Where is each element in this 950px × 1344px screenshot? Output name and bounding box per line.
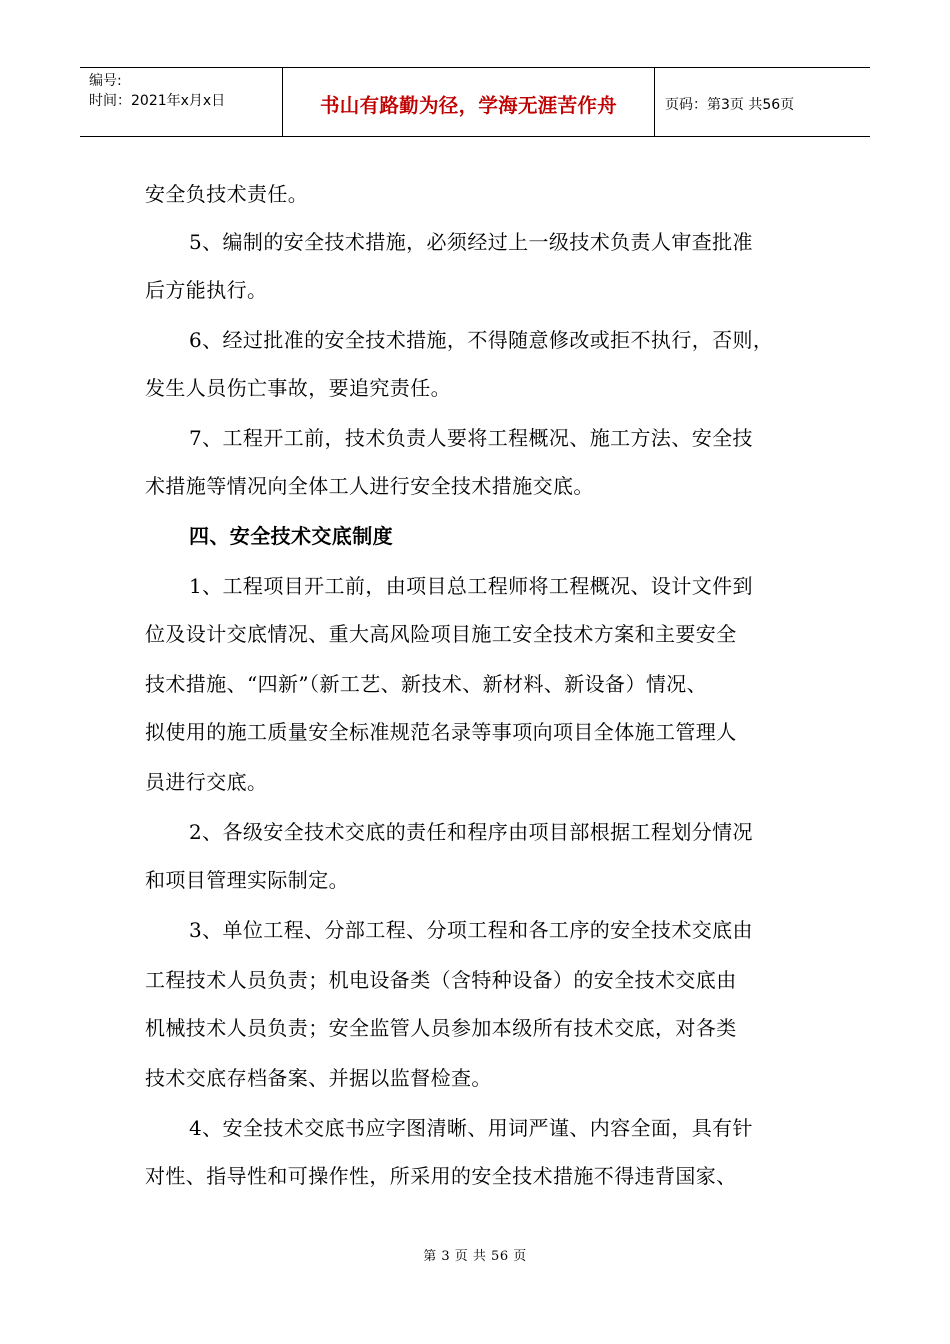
paragraph-line: 安全负技术责任。 — [145, 182, 309, 206]
paragraph-line: 和项目管理实际制定。 — [145, 868, 349, 892]
header-page-cell — [655, 68, 870, 136]
paragraph-line: 机械技术人员负责；安全监管人员参加本级所有技术交底，对各类 — [145, 1016, 737, 1040]
paragraph-line: 后方能执行。 — [145, 278, 268, 302]
paragraph-line: 4、安全技术交底书应字图清晰、用词严谨、内容全面，具有针 — [189, 1116, 753, 1140]
paragraph-line: 3、单位工程、分部工程、分项工程和各工序的安全技术交底由 — [189, 918, 753, 942]
section-heading: 四、安全技术交底制度 — [189, 524, 393, 548]
document-number-label: 编号: — [89, 73, 122, 89]
paragraph-line: 工程技术人员负责；机电设备类（含特种设备）的安全技术交底由 — [145, 968, 737, 992]
paragraph-line: 2、各级安全技术交底的责任和程序由项目部根据工程划分情况 — [189, 820, 753, 844]
paragraph-line: 技术措施、“四新”（新工艺、新技术、新材料、新设备）情况、 — [145, 672, 708, 696]
paragraph-line: 5、编制的安全技术措施，必须经过上一级技术负责人审查批准 — [189, 230, 753, 254]
paragraph-line: 技术交底存档备案、并据以监督检查。 — [145, 1066, 492, 1090]
header-motto-cell — [283, 68, 655, 136]
page-footer — [0, 1245, 950, 1264]
paragraph-line: 发生人员伤亡事故，要追究责任。 — [145, 376, 451, 400]
footer-page-number: 第 3 页 共 56 页 — [423, 1249, 527, 1264]
header-motto: 书山有路勤为径，学海无涯苦作舟 — [319, 94, 617, 117]
document-time-label: 时间：2021年x月x日 — [89, 93, 226, 109]
paragraph-line: 术措施等情况向全体工人进行安全技术措施交底。 — [145, 474, 594, 498]
header-page-info: 页码：第3页 共56页 — [665, 97, 795, 113]
paragraph-line: 拟使用的施工质量安全标准规范名录等事项向项目全体施工管理人 — [145, 720, 737, 744]
paragraph-line: 对性、指导性和可操作性，所采用的安全技术措施不得违背国家、 — [145, 1164, 737, 1188]
header-meta-cell — [80, 68, 283, 136]
paragraph-line: 员进行交底。 — [145, 770, 268, 794]
page-header — [80, 67, 870, 137]
paragraph-line: 7、工程开工前，技术负责人要将工程概况、施工方法、安全技 — [189, 426, 753, 450]
paragraph-line: 1、工程项目开工前，由项目总工程师将工程概况、设计文件到 — [189, 574, 753, 598]
paragraph-line: 6、经过批准的安全技术措施，不得随意修改或拒不执行，否则， — [189, 328, 774, 352]
paragraph-line: 位及设计交底情况、重大高风险项目施工安全技术方案和主要安全 — [145, 622, 737, 646]
